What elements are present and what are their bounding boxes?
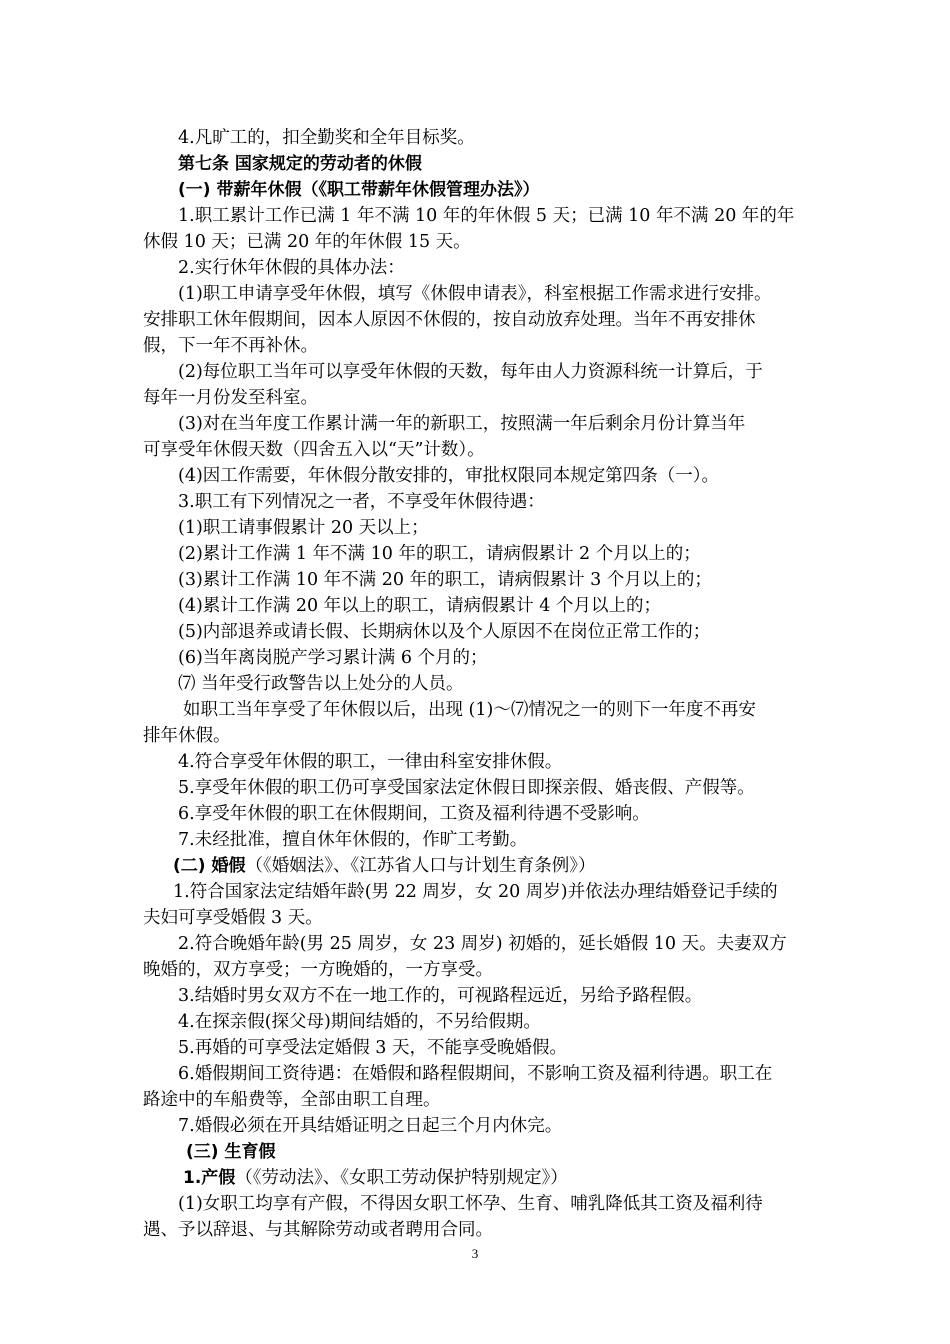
text-line: (5)内部退养或请长假、长期病休以及个人原因不在岗位正常工作的； <box>178 622 711 642</box>
text-line: 5.再婚的可享受法定婚假 3 天，不能享受晚婚假。 <box>178 1038 567 1058</box>
text-line: 排年休假。 <box>143 726 231 746</box>
text-line: 3.结婚时男女双方不在一地工作的，可视路程远近，另给予路程假。 <box>178 986 703 1006</box>
text-line: 2.符合晚婚年龄(男 25 周岁，女 23 周岁) 初婚的，延长婚假 10 天。夫妻双方 <box>178 934 787 954</box>
text-line: 假，下一年不再补休。 <box>143 336 318 356</box>
text-line: 每年一月份发至科室。 <box>143 388 318 408</box>
text-line: 4.在探亲假(探父母)期间结婚的，不另给假期。 <box>178 1012 541 1032</box>
text-line: 安排职工休年假期间，因本人原因不休假的，按自动放弃处理。当年不再安排休 <box>143 310 756 330</box>
section-heading-line <box>173 853 843 879</box>
text-line: (2)每位职工当年可以享受年休假的天数，每年由人力资源科统一计算后，于 <box>178 362 763 382</box>
text-line: 2.实行休年休假的具体办法： <box>178 258 405 278</box>
text-line: (6)当年离岗脱产学习累计满 6 个月的； <box>178 648 488 668</box>
text-line: 1.职工累计工作已满 1 年不满 10 年的年休假 5 天；已满 10 年不满 20 年的年 <box>178 206 795 226</box>
section-heading: (一) 带薪年休假（《职工带薪年休假管理办法》） <box>178 180 540 200</box>
text-line: (4)因工作需要，年休假分散安排的，审批权限同本规定第四条（一）。 <box>178 466 720 486</box>
text-line: (4)累计工作满 20 年以上的职工，请病假累计 4 个月以上的； <box>178 596 661 616</box>
section-source: （《婚姻法》、《江苏省人口与计划生育条例》） <box>245 856 596 876</box>
text-line: (2)累计工作满 1 年不满 10 年的职工，请病假累计 2 个月以上的； <box>178 544 701 564</box>
text-line: 晚婚的，双方享受；一方晚婚的，一方享受。 <box>143 960 493 980</box>
text-line: 6.婚假期间工资待遇：在婚假和路程假期间，不影响工资及福利待遇。职工在 <box>178 1064 773 1084</box>
text-line: 3.职工有下列情况之一者，不享受年休假待遇： <box>178 492 545 512</box>
subsection-heading: 1.产假 <box>183 1168 236 1188</box>
section-heading: (三) 生育假 <box>186 1142 276 1162</box>
text-line: 1.符合国家法定结婚年龄(男 22 周岁，女 20 周岁)并依法办理结婚登记手续的 <box>173 882 778 902</box>
text-line: 4.符合享受年休假的职工，一律由科室安排休假。 <box>178 752 563 772</box>
text-line: 休假 10 天；已满 20 年的年休假 15 天。 <box>143 232 471 252</box>
text-line: (3)对在当年度工作累计满一年的新职工，按照满一年后剩余月份计算当年 <box>178 414 746 434</box>
text-line: (1)职工请事假累计 20 天以上； <box>178 518 429 538</box>
subsection-source: （《劳动法》、《女职工劳动保护特别规定》） <box>235 1168 568 1188</box>
text-line: (1)女职工均享有产假，不得因女职工怀孕、生育、哺乳降低其工资及福利待 <box>178 1194 763 1214</box>
text-line: ⑺ 当年受行政警告以上处分的人员。 <box>178 674 464 694</box>
subsection-heading-line <box>183 1165 853 1191</box>
text-line: 遇、予以辞退、与其解除劳动或者聘用合同。 <box>143 1220 493 1240</box>
text-line: (1)职工申请享受年休假，填写《休假申请表》，科室根据工作需求进行安排。 <box>178 284 772 304</box>
text-line: 夫妇可享受婚假 3 天。 <box>143 908 323 928</box>
text-line: 5.享受年休假的职工仍可享受国家法定休假日即探亲假、婚丧假、产假等。 <box>178 778 755 798</box>
text-line: 可享受年休假天数（四舍五入以“天”计数）。 <box>143 440 485 460</box>
section-heading: (二) 婚假 <box>173 856 246 876</box>
text-line: 路途中的车船费等，全部由职工自理。 <box>143 1090 441 1110</box>
text-line: 7.未经批准，擅自休年休假的，作旷工考勤。 <box>178 830 528 850</box>
text-line: 如职工当年享受了年休假以后，出现 (1)～⑺情况之一的则下一年度不再安 <box>183 700 756 720</box>
text-line: 7.婚假必须在开具结婚证明之日起三个月内休完。 <box>178 1116 563 1136</box>
text-line: 4.凡旷工的，扣全勤奖和全年目标奖。 <box>178 128 475 148</box>
text-line: 6.享受年休假的职工在休假期间，工资及福利待遇不受影响。 <box>178 804 650 824</box>
article-heading: 第七条 国家规定的劳动者的休假 <box>178 154 422 174</box>
page-number: 3 <box>471 1246 479 1261</box>
text-line: (3)累计工作满 10 年不满 20 年的职工，请病假累计 3 个月以上的； <box>178 570 712 590</box>
